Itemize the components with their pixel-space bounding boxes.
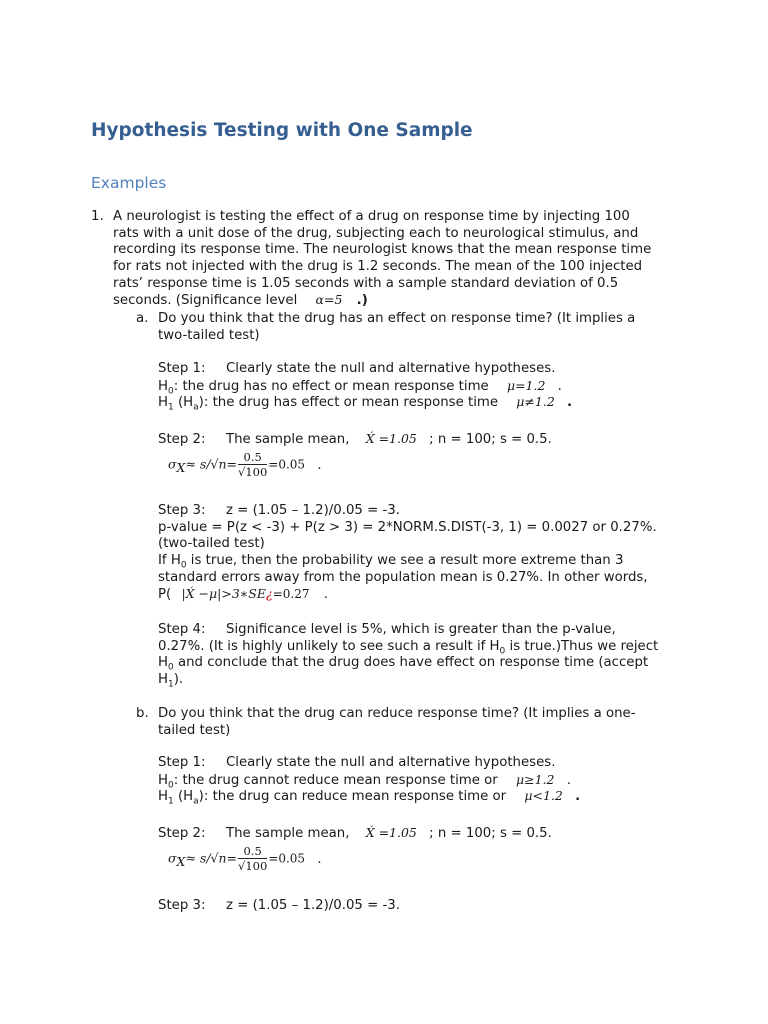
b-sigma-symbol: σ [168, 850, 177, 866]
b-se-middle: ≈ s/√n= [185, 850, 238, 866]
b-step3-text: z = (1.05 – 1.2)/0.05 = -3. [226, 898, 400, 913]
glyph: ¿ [265, 586, 273, 602]
section-heading: Examples [91, 174, 167, 192]
step4-line4-sub: 1 [168, 679, 174, 690]
ha-sub: a [193, 403, 199, 414]
step4-line3 [158, 655, 738, 672]
if-rest: is true, then the probability we see a result more extreme than 3 [186, 553, 624, 569]
h1-end: . [567, 395, 573, 411]
fraction-numerator: 0.5 [238, 450, 267, 465]
b-step2-line [158, 825, 718, 842]
question-line-last [113, 292, 673, 309]
se-middle: ≈ s/√n= [185, 456, 238, 472]
se-end: . [317, 457, 322, 473]
b-h0-label: H [158, 772, 168, 788]
tail-line: (two-tailed test) [158, 536, 265, 552]
b-h1-text: : the drug can reduce mean response time or [203, 789, 507, 805]
if-line [158, 553, 738, 570]
question-line: recording its response time. The neurologist knows that the mean response time [113, 242, 652, 258]
b-h1-end: . [575, 789, 581, 805]
step4-line2-sub: 0 [499, 646, 506, 657]
step2-label: Step 2: [158, 432, 206, 447]
p-value-expression: =0.27 [272, 587, 310, 602]
b-ha-sub: a [193, 797, 199, 808]
part-b-question-line: tailed test) [158, 722, 231, 738]
part-b-question-line: Do you think that the drug can reduce response time? (It implies a one- [158, 706, 636, 721]
b-h1-line [158, 788, 718, 808]
part-a-step3 [158, 503, 738, 603]
part-a-standard-error [168, 450, 322, 479]
se-expression: >3∗SE [221, 586, 266, 602]
question-1-text [113, 209, 673, 309]
p-value-line: p-value = P(z < -3) + P(z > 3) = 2*NORM.S.DIST(-3, 1) = 0.0027 or 0.27%. [158, 519, 657, 535]
step4-line1: Significance level is 5%, which is greater than the p-value, [226, 622, 616, 637]
sigma-symbol: σ [168, 456, 177, 472]
step3-text: z = (1.05 – 1.2)/0.05 = -3. [226, 503, 400, 518]
b-step1-text: Clearly state the null and alternative hypotheses. [226, 755, 556, 770]
step4-line3b: and conclude that the drug does have effect on response time (accept [173, 655, 649, 671]
h1-line [158, 394, 718, 414]
question-line: for rats not injected with the drug is 1.2 seconds. The mean of the 100 injected [113, 259, 643, 275]
step4-line [158, 622, 738, 639]
b-step3-line [158, 898, 718, 915]
b-step1-line [158, 755, 718, 772]
fraction-denominator: √100 [238, 465, 268, 479]
step4-line4b: ). [173, 672, 184, 688]
b-h0-expression: μ≥1.2 [515, 771, 555, 787]
step4-line2a: 0.27%. (It is highly unlikely to see such a result if H [158, 638, 500, 654]
part-b-question [158, 706, 718, 739]
fraction [238, 450, 267, 479]
close-paren: .) [356, 293, 368, 309]
p-prefix: P( [158, 587, 172, 603]
b-h1-label: H [158, 789, 168, 805]
step3-label: Step 3: [158, 503, 206, 518]
step2-line [158, 431, 718, 448]
part-b-label: b. [136, 706, 149, 721]
h1-label: H [158, 395, 168, 411]
step4-line2 [158, 639, 738, 656]
h1-sub: 1 [168, 403, 174, 414]
std-error-line: standard errors away from the population mean is 0.27%. In other words, [158, 569, 648, 585]
step4-line3-sub: 0 [168, 663, 174, 674]
b-ha-open: (H [173, 789, 194, 805]
step1-label: Step 1: [158, 361, 206, 376]
part-a-step1 [158, 361, 718, 414]
b-se-end: . [317, 851, 322, 867]
step1-text: Clearly state the null and alternative hypotheses. [226, 361, 556, 376]
h0-expression: μ=1.2 [506, 377, 546, 393]
question-number: 1. [91, 209, 104, 224]
xbar-expression: X́ =1.05 [365, 431, 417, 446]
part-b-step1 [158, 755, 718, 808]
h1-expression: μ≠1.2 [516, 394, 555, 410]
part-a-question [158, 311, 718, 344]
part-a-label: a. [136, 311, 149, 326]
document-title: Hypothesis Testing with One Sample [91, 120, 473, 141]
ha-open: (H [173, 395, 194, 411]
b-fraction-denominator: √100 [238, 859, 268, 873]
b-fraction-numerator: 0.5 [238, 844, 267, 859]
b-xbar-expression: X́ =1.05 [365, 825, 417, 840]
ha-close: ) [198, 395, 204, 411]
part-a-question-line: two-tailed test) [158, 327, 260, 343]
if-sub: 0 [180, 560, 187, 571]
step4-line4a: H [158, 672, 168, 688]
step3-line [158, 503, 738, 520]
significance-text: seconds. (Significance level [113, 293, 298, 309]
question-line: rats with a unit dose of the drug, subjecting each to neurological stimulus, and [113, 225, 639, 241]
b-fraction [238, 844, 267, 873]
h0-text: : the drug has no effect or mean response time [173, 378, 489, 394]
b-h1-expression: μ<1.2 [524, 788, 563, 804]
sigma-sub: X [176, 460, 186, 476]
b-h0-sub: 0 [168, 780, 174, 791]
b-step3-label: Step 3: [158, 898, 206, 913]
step4-label: Step 4: [158, 622, 206, 637]
step4-line4 [158, 672, 738, 689]
step4-line2b: is true.)Thus we reject [505, 638, 659, 654]
part-a-question-line: Do you think that the drug has an effect on response time? (It implies a [158, 311, 636, 326]
b-ha-close: ) [198, 789, 204, 805]
part-b-standard-error [168, 844, 322, 873]
if-prefix: If H [158, 553, 181, 569]
abs-expression: |X́ −μ| [181, 586, 222, 602]
b-step2-label: Step 2: [158, 826, 206, 841]
part-a-step4 [158, 622, 738, 689]
step2-text: The sample mean, [226, 432, 350, 447]
b-h0-line [158, 772, 718, 789]
h0-line [158, 378, 718, 395]
p-end: . [323, 587, 328, 603]
part-a-step2 [158, 431, 718, 448]
b-step1-label: Step 1: [158, 755, 206, 770]
b-step2-text: The sample mean, [226, 826, 350, 841]
b-h0-end: . [566, 772, 571, 788]
b-h1-sub: 1 [168, 797, 174, 808]
h1-text: : the drug has effect or mean response time [203, 395, 499, 411]
b-se-right: =0.05 [268, 851, 306, 866]
h0-label: H [158, 378, 168, 394]
question-line: rats’ response time is 1.05 seconds with a sample standard deviation of 0.5 [113, 275, 619, 291]
b-step2-rest: ; n = 100; s = 0.5. [429, 826, 552, 841]
probability-line [158, 586, 738, 603]
step4-line3a: H [158, 655, 168, 671]
part-b-step3 [158, 898, 718, 915]
h0-end: . [557, 378, 562, 394]
b-h0-text: : the drug cannot reduce mean response time or [173, 772, 498, 788]
alpha-expression: α=5 [315, 292, 343, 308]
b-sigma-sub: X [176, 854, 186, 870]
step2-rest: ; n = 100; s = 0.5. [429, 432, 552, 447]
question-line: A neurologist is testing the effect of a drug on response time by injecting 100 [113, 209, 630, 224]
step1-line [158, 361, 718, 378]
h0-sub: 0 [168, 386, 174, 397]
se-right: =0.05 [268, 457, 306, 472]
part-b-step2 [158, 825, 718, 842]
